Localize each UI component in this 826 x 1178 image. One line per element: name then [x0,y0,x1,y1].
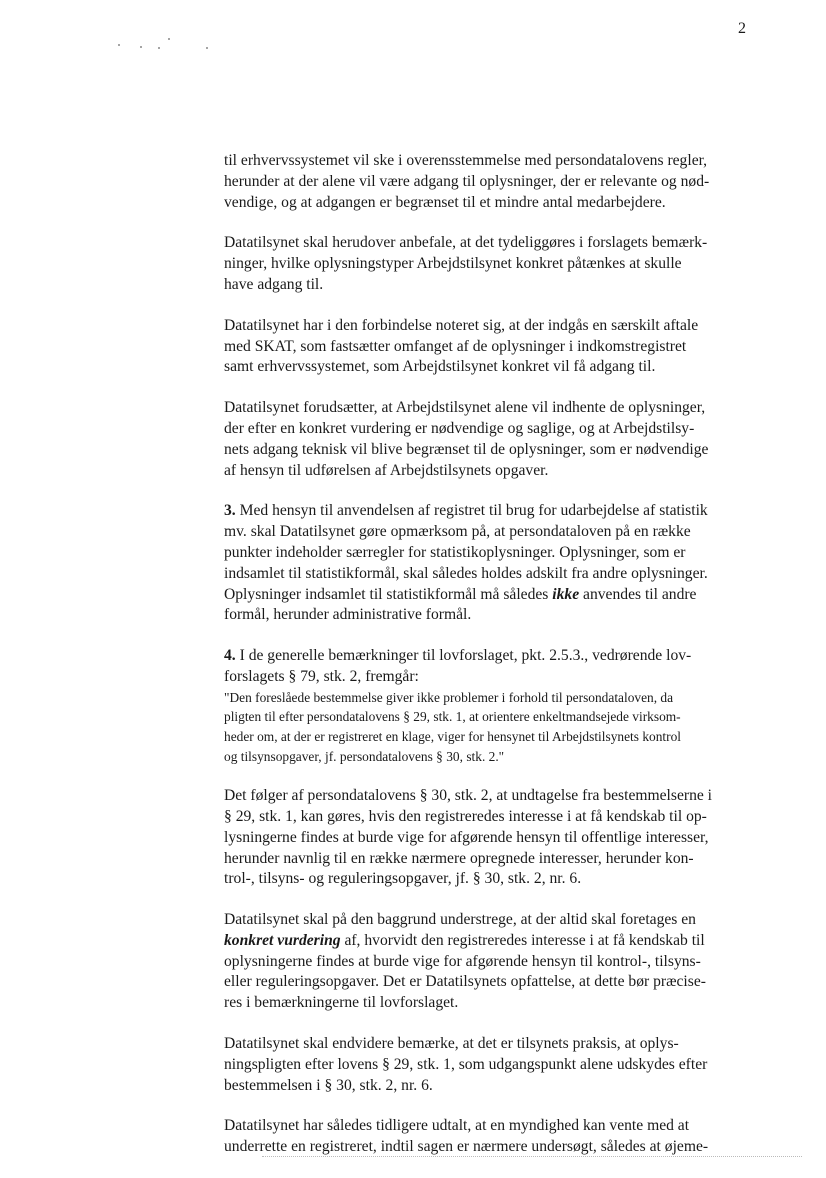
emphasis: konkret vurdering [224,931,341,949]
letter-body [224,151,752,1178]
section-number: 3. [224,502,236,520]
section-4-paragraph: 4. I de generelle bemærkninger til lovforslaget, pkt. 2.5.3., vedrørende lov- forslagets § 79, stk. 2, fremgår: [224,647,692,685]
paragraph: Datatilsynet forudsætter, at Arbejdstilsynet alene vil indhente de oplysninger, der efter en konkret vurdering er nødvendige og saglige, og at Arbejdstilsy- nets adgang teknisk vil blive begrænset til de oplysninger, som er nødvendige af hensyn til udførelsen af Arbejdstilsynets opgaver. [224,399,709,479]
page-number: 2 [738,20,746,37]
paragraph: Datatilsynet har i den forbindelse noteret sig, at der indgås en særskilt aftale med SKAT, som fastsætter omfanget af de oplysninger i indkomstregistret samt erhvervssystemet, som Arbejdstilsynet konkret vil få adgang til. [224,316,699,376]
paragraph: Datatilsynet har således tidligere udtalt, at en myndighed kan vente med at underrette en registreret, indtil sagen er nærmere undersøgt, således at øjeme- [224,1117,709,1156]
emphasis: ikke [552,585,580,603]
block-quote: "Den foreslåede bestemmelse giver ikke problemer i forhold til persondataloven, da pligten til efter persondatalovens § 29, stk. 1, at orientere enkeltmandsejede virksom- heder om, at der er registreret en klage, viger for hensynet til Arbejdstilsynets kontrol og tilsynsopgaver, jf. persondatalovens § 30, stk. 2." [224,689,682,764]
paragraph: Datatilsynet skal på den baggrund understrege, at der altid skal foretages en konkret vurdering af, hvorvidt den registreredes interesse i at få kendskab til oplysningerne findes at burde vige for afgørende hensyn til kontrol-, tilsyns- eller reguleringsopgaver. Det er Datatilsynets opfattelse, at dette bør præcise- res i bemærkningerne til lovforslaget. [224,911,706,1012]
scan-edge-artifact [262,1156,802,1158]
paragraph: til erhvervssystemet vil ske i overensstemmelse med persondatalovens regler, herunder at der alene vil være adgang til oplysninger, der er relevante og nød- vendige, og at adgangen er begrænset til et mindre antal medarbejdere. [224,152,710,211]
section-3-paragraph: 3. Med hensyn til anvendelsen af registret til brug for udarbejdelse af statistik mv. skal Datatilsynet gøre opmærksom på, at persondataloven på en række punkter indeholder særregler for statistikoplysninger. Oplysninger, som er indsamlet til statistikformål, skal således holdes adskilt fra andre oplysninger. Oplysninger indsamlet til statistikformål må således ikke anvendes til andre formål, herunder administrative formål. [224,502,708,624]
paragraph: Det følger af persondatalovens § 30, stk. 2, at undtagelse fra bestemmelserne i § 29, stk. 1, kan gøres, hvis den registreredes interesse i at få kendskab til op- lysningerne findes at burde vige for afgørende hensyn til offentlige interesser, herunder navnlig til en række nærmere opregnede interesser, herunder kon- trol-, tilsyns- og reguleringsopgaver, jf. § 30, stk. 2, nr. 6. [224,787,713,888]
scan-specks [118,38,218,54]
section-number: 4. [224,647,236,665]
paragraph: Datatilsynet skal herudover anbefale, at det tydeliggøres i forslagets bemærk- ninger, hvilke oplysningstyper Arbejdstilsynet konkret påtænkes at skulle have adgang til. [224,234,708,293]
paragraph: Datatilsynet skal endvidere bemærke, at det er tilsynets praksis, at oplys- ningspligten efter lovens § 29, stk. 1, som udgangspunkt alene udskydes efter bestemmelsen i § 30, stk. 2, nr. 6. [224,1035,708,1094]
